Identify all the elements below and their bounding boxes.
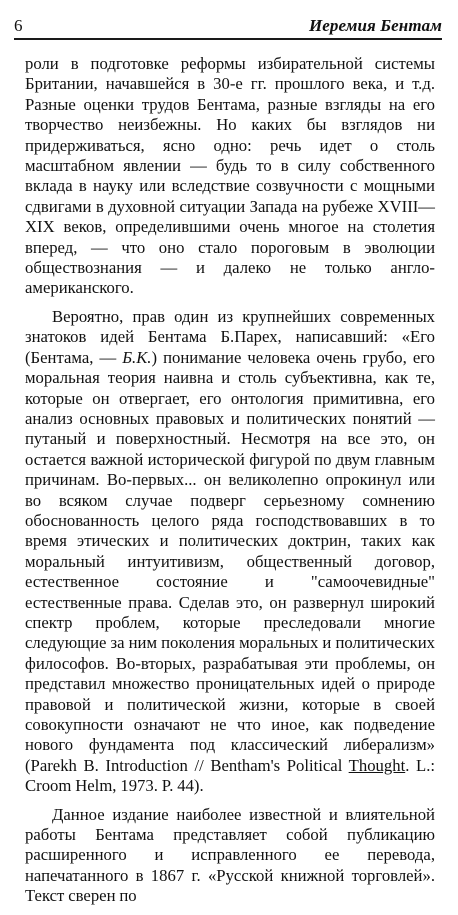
- running-head: [14, 14, 442, 40]
- running-title: Иеремия Бентам: [308, 16, 442, 35]
- text-run: роли в подготовке реформы избирательной системы Британии, начавшейся в 30-е гг. прошлого века, и т.д. Разные оценки трудов Бентама, разные взгляды на его творчество неизбежны. Но каких бы взглядов ни придерживаться, ясно одно: речь идет о столь масштабном явлении — будь то в силу собственного вклада в науку или вследствие созвучности с мощными сдвигами в духовной ситуации Запада на рубеже XVIII—XIX веков, определившими очень многое на столетия вперед, — что оно стало пороговым в эволюции обществознания — и далеко не только англо-американского.: [25, 54, 435, 298]
- text-run: Данное издание наиболее известной и влиятельной работы Бентама представляет собой публикацию расширенного и исправленного ее перевода, напечатанного в 1867 г. «Русской книжной торговлей». Текст сверен по: [25, 804, 435, 906]
- body-text: [25, 54, 435, 915]
- paragraph: [25, 805, 435, 907]
- paragraph: [25, 307, 435, 797]
- italic-text-run: Б.К.: [122, 347, 152, 367]
- text-run: . L.: Croom Helm, 1973. P. 44).: [25, 755, 435, 796]
- text-run: ) понимание человека очень грубо, его моральная теория наивна и столь субъективна, как те, которые он отвергает, его онтология примитивна, его анализ основных правовых и политических понятий — путаный и поверхностный. Несмотря на все это, он остается важной исторической фигурой по двум главным причинам. Во-первых... он великолепно опрокинул или во всяком случае подверг серьезному сомнению обоснованность целого ряда господствовавших в то время этических и политических доктрин, таких как моральный интуитивизм, общественный договор, естественное состояние и "самоочевидные" естественные права. Сделав это, он развернул широкий спектр проблем, которые преследовали многие следующие за ним поколения моральных и политических философов. Во-вторых, разрабатывая эти проблемы, он представил множество проницательных идей о природе правовой и политической жизни, которые в своей совокупности означают не что иное, как подведение нового фундамента под классический либерализм» (Parekh B. Introduction // Bentham's Political: [25, 347, 435, 775]
- underline-text-run: Thought: [348, 755, 406, 775]
- text-run: Вероятно, прав один из крупнейших современных знатоков идей Бентама Б.Парех, написавший: «Его (Бентама, —: [25, 306, 435, 367]
- page-number: 6: [14, 16, 23, 35]
- paragraph: [25, 54, 435, 299]
